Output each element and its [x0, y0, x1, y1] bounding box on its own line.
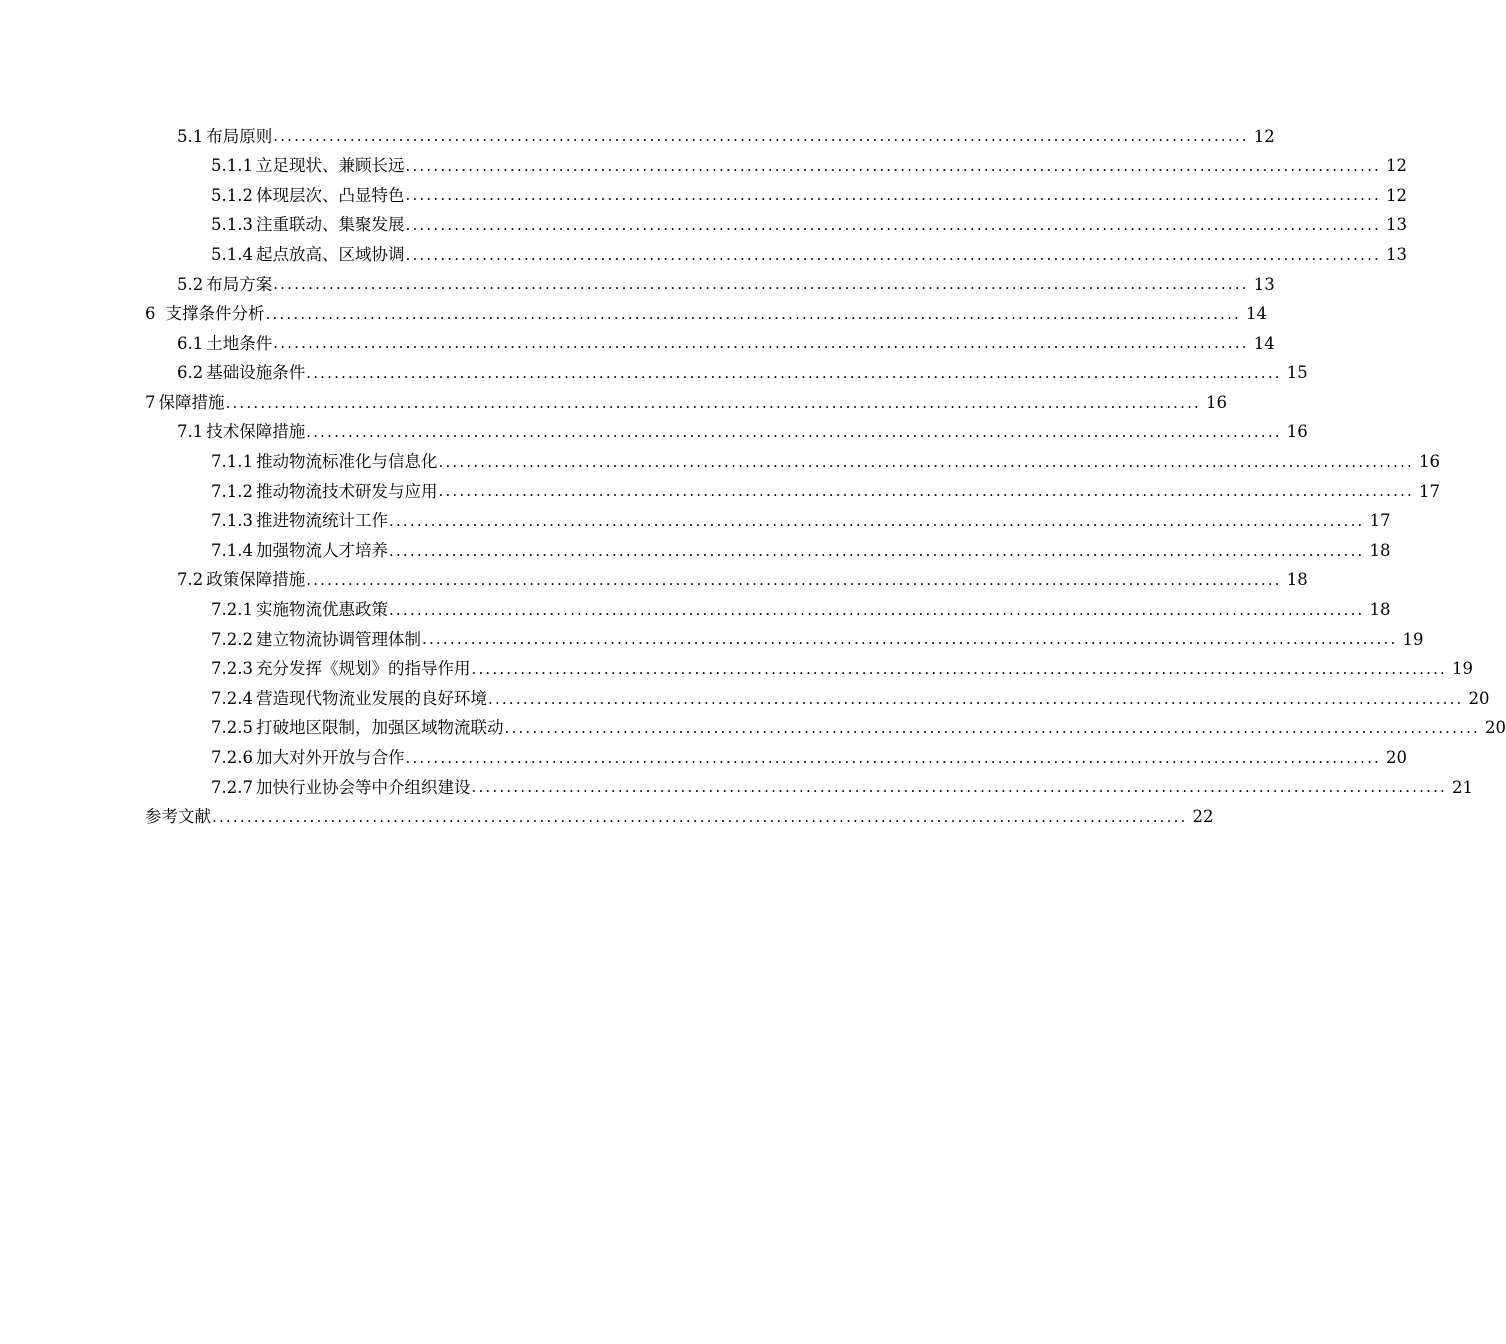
toc-entry-number: 7.1.4 [211, 540, 253, 560]
toc-entry-title: 支撑条件分析 [165, 304, 265, 324]
toc-entry-page-number: 15 [1286, 363, 1308, 383]
toc-entry[interactable] [177, 566, 1308, 596]
toc-entry[interactable] [211, 448, 1441, 478]
toc-dot-leader: ............................................................................................................................................ [421, 630, 1398, 649]
toc-entry[interactable] [211, 507, 1391, 537]
toc-entry-page-number: 17 [1419, 481, 1441, 501]
toc-entry-page-number: 16 [1419, 452, 1441, 472]
toc-dot-leader: ............................................................................................................................................ [273, 275, 1249, 294]
toc-entry[interactable] [211, 773, 1474, 803]
toc-entry-title: 加快行业协会等中介组织建设 [255, 777, 471, 797]
toc-entry-page-number: 18 [1369, 540, 1391, 560]
toc-entry-number: 5.1.2 [211, 185, 253, 205]
toc-entry-title: 立足现状、兼顾长远 [255, 156, 405, 176]
toc-entry-title: 布局方案 [206, 274, 273, 294]
toc-entry-title: 布局原则 [206, 126, 273, 146]
toc-entry[interactable] [211, 181, 1408, 211]
toc-entry-number: 7.2.4 [211, 688, 253, 708]
toc-entry-page-number: 12 [1386, 156, 1408, 176]
toc-entry-number: 7.1.3 [211, 511, 253, 531]
table-of-contents [0, 122, 1506, 832]
toc-entry[interactable] [211, 743, 1408, 773]
toc-entry-number: 7.2.2 [211, 629, 253, 649]
toc-entry[interactable] [177, 122, 1275, 152]
toc-dot-leader: ............................................................................................................................................ [405, 245, 1382, 264]
toc-dot-leader: ............................................................................................................................................ [405, 748, 1382, 767]
toc-entry-page-number: 13 [1386, 215, 1408, 235]
toc-entry-page-number: 18 [1369, 600, 1391, 620]
toc-entry-title: 体现层次、凸显特色 [255, 185, 405, 205]
toc-entry-title: 参考文献 [145, 807, 211, 827]
toc-entry[interactable] [211, 714, 1506, 744]
toc-entry-title: 推动物流技术研发与应用 [255, 481, 438, 501]
toc-dot-leader: ............................................................................................................................................ [504, 719, 1481, 738]
toc-dot-leader: ............................................................................................................................................ [265, 304, 1242, 323]
toc-dot-leader: ............................................................................................................................................ [487, 689, 1464, 708]
toc-dot-leader: ............................................................................................................................................ [273, 334, 1249, 353]
toc-entry-title: 加大对外开放与合作 [255, 748, 405, 768]
toc-entry-title: 起点放高、区域协调 [255, 244, 405, 264]
toc-entry[interactable] [177, 418, 1308, 448]
toc-entry[interactable] [211, 684, 1490, 714]
toc-entry-title: 技术保障措施 [206, 422, 306, 442]
toc-entry-page-number: 13 [1253, 274, 1275, 294]
toc-entry[interactable] [211, 655, 1474, 685]
toc-dot-leader: ............................................................................................................................................ [212, 807, 1188, 826]
toc-entry-page-number: 22 [1192, 807, 1214, 827]
toc-entry-number: 6.2 [177, 363, 204, 383]
toc-entry-page-number: 19 [1402, 629, 1424, 649]
toc-entry[interactable] [211, 625, 1424, 655]
toc-entry-page-number: 12 [1253, 126, 1275, 146]
toc-entry-number: 5.1.1 [211, 156, 253, 176]
toc-dot-leader: ............................................................................................................................................ [471, 659, 1448, 678]
toc-entry[interactable] [145, 803, 1214, 833]
toc-entry[interactable] [211, 240, 1408, 270]
toc-dot-leader: ............................................................................................................................................ [306, 571, 1282, 590]
toc-entry-page-number: 14 [1253, 333, 1275, 353]
toc-dot-leader: ............................................................................................................................................ [388, 541, 1365, 560]
toc-entry[interactable] [211, 152, 1408, 182]
toc-dot-leader: ............................................................................................................................................ [438, 452, 1415, 471]
toc-entry-number: 5.1.4 [211, 244, 253, 264]
toc-entry-number: 7.2.7 [211, 777, 253, 797]
toc-entry-title: 推动物流标准化与信息化 [255, 452, 438, 472]
toc-entry-title: 充分发挥《规划》的指导作用 [255, 659, 471, 679]
toc-dot-leader: ............................................................................................................................................ [388, 512, 1365, 531]
toc-dot-leader: ............................................................................................................................................ [225, 393, 1202, 412]
toc-entry-title: 建立物流协调管理体制 [255, 629, 421, 649]
toc-dot-leader: ............................................................................................................................................ [405, 156, 1382, 175]
toc-dot-leader: ............................................................................................................................................ [405, 216, 1382, 235]
toc-entry-page-number: 12 [1386, 185, 1408, 205]
toc-entry[interactable] [177, 359, 1308, 389]
toc-entry-title: 加强物流人才培养 [255, 540, 388, 560]
toc-entry-title: 打破地区限制，加强区域物流联动 [255, 718, 504, 738]
toc-dot-leader: ............................................................................................................................................ [273, 127, 1249, 146]
toc-entry-page-number: 18 [1286, 570, 1308, 590]
toc-entry-page-number: 19 [1452, 659, 1474, 679]
toc-entry-number: 6 [145, 304, 156, 324]
toc-entry-number: 5.2 [177, 274, 204, 294]
toc-entry-title: 注重联动、集聚发展 [255, 215, 405, 235]
toc-entry[interactable] [145, 300, 1268, 330]
toc-entry-title: 实施物流优惠政策 [255, 600, 388, 620]
toc-entry-title: 土地条件 [206, 333, 273, 353]
toc-entry-title: 保障措施 [158, 392, 225, 412]
toc-dot-leader: ............................................................................................................................................ [306, 423, 1282, 442]
toc-entry-number: 7.2.1 [211, 600, 253, 620]
toc-dot-leader: ............................................................................................................................................ [306, 364, 1282, 383]
toc-entry-number: 7 [145, 392, 156, 412]
toc-entry-number: 5.1 [177, 126, 204, 146]
toc-entry-number: 7.2 [177, 570, 204, 590]
toc-entry-title: 营造现代物流业发展的良好环境 [255, 688, 487, 708]
toc-entry-number: 5.1.3 [211, 215, 253, 235]
toc-entry-number: 7.2.5 [211, 718, 253, 738]
toc-entry-page-number: 13 [1386, 244, 1408, 264]
toc-entry[interactable] [211, 536, 1391, 566]
toc-entry[interactable] [211, 477, 1441, 507]
toc-entry-title: 政策保障措施 [206, 570, 306, 590]
toc-entry[interactable] [211, 596, 1391, 626]
toc-entry-title: 推进物流统计工作 [255, 511, 388, 531]
toc-dot-leader: ............................................................................................................................................ [438, 482, 1415, 501]
toc-entry-number: 6.1 [177, 333, 204, 353]
toc-entry-page-number: 16 [1286, 422, 1308, 442]
toc-entry[interactable] [177, 270, 1275, 300]
toc-dot-leader: ............................................................................................................................................ [388, 600, 1365, 619]
toc-entry-page-number: 21 [1452, 777, 1474, 797]
toc-entry[interactable] [177, 329, 1275, 359]
toc-entry-page-number: 20 [1386, 748, 1408, 768]
toc-entry[interactable] [145, 388, 1228, 418]
toc-entry-page-number: 16 [1206, 392, 1228, 412]
toc-entry-page-number: 14 [1246, 304, 1268, 324]
toc-dot-leader: ............................................................................................................................................ [405, 186, 1382, 205]
toc-entry-number: 7.1.2 [211, 481, 253, 501]
toc-entry-number: 7.2.3 [211, 659, 253, 679]
toc-entry-title: 基础设施条件 [206, 363, 306, 383]
toc-entry-page-number: 17 [1369, 511, 1391, 531]
toc-entry-page-number: 20 [1485, 718, 1506, 738]
toc-entry-number: 7.1 [177, 422, 204, 442]
toc-entry-page-number: 20 [1468, 688, 1490, 708]
toc-entry[interactable] [211, 211, 1408, 241]
toc-entry-number: 7.1.1 [211, 452, 253, 472]
toc-dot-leader: ............................................................................................................................................ [471, 778, 1448, 797]
toc-entry-number: 7.2.6 [211, 748, 253, 768]
